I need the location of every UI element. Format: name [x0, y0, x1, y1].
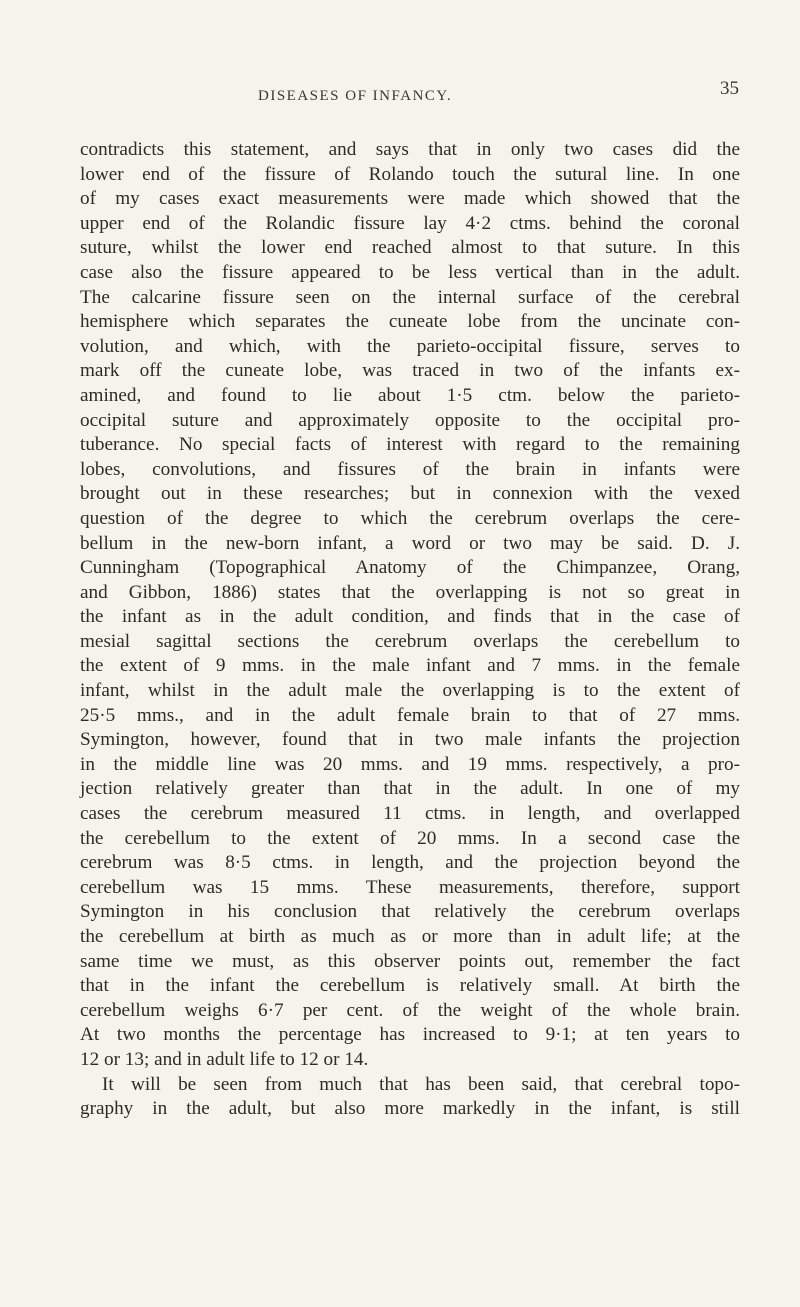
- text-line: the cerebellum at birth as much as or more than in adult life; at the: [80, 926, 740, 947]
- text-line: Symington in his conclusion that relatively the cerebrum overlaps: [80, 901, 740, 923]
- text-line: 25·5 mms., and in the adult female brain to that of 27 mms.: [80, 704, 740, 726]
- text-line: the extent of 9 mms. in the male infant and 7 mms. in the female: [80, 655, 740, 677]
- text-line: contradicts this statement, and says that in only two cases did the: [80, 139, 740, 160]
- text-line: At two months the percentage has increased to 9·1; at ten years to: [80, 1024, 740, 1046]
- text-line: the cerebellum to the extent of 20 mms. In a second case the: [80, 827, 740, 849]
- text-line: in the middle line was 20 mms. and 19 mms. respectively, a pro-: [80, 753, 740, 775]
- text-line: occipital suture and approximately opposite to the occipital pro-: [80, 409, 740, 431]
- text-line: lower end of the fissure of Rolando touch the sutural line. In one: [80, 163, 740, 185]
- text-line: cerebellum weighs 6·7 per cent. of the weight of the whole brain.: [80, 999, 740, 1021]
- text-line: same time we must, as this observer points out, remember the fact: [80, 950, 740, 972]
- text-line: 12 or 13; and in adult life to 12 or 14.: [80, 1048, 369, 1070]
- page-number: 35: [720, 78, 739, 99]
- text-line: infant, whilst in the adult male the overlapping is to the extent of: [80, 680, 740, 702]
- text-line: bellum in the new-born infant, a word or two may be said. D. J.: [80, 532, 740, 554]
- text-line: brought out in these researches; but in connexion with the vexed: [80, 483, 740, 505]
- text-line: volution, and which, with the parieto-occipital fissure, serves to: [80, 335, 740, 357]
- text-line: tuberance. No special facts of interest with regard to the remaining: [80, 434, 740, 456]
- text-line: cerebellum was 15 mms. These measurements, therefore, support: [80, 876, 740, 898]
- text-line: of my cases exact measurements were made which showed that the: [80, 188, 740, 210]
- text-line: jection relatively greater than that in the adult. In one of my: [80, 778, 740, 800]
- text-line: mesial sagittal sections the cerebrum overlaps the cerebellum to: [80, 630, 740, 652]
- text-line: mark off the cuneate lobe, was traced in two of the infants ex-: [80, 360, 740, 382]
- text-line: and Gibbon, 1886) states that the overlapping is not so great in: [80, 581, 740, 603]
- text-line: the infant as in the adult condition, and finds that in the case of: [80, 606, 740, 628]
- text-line: The calcarine fissure seen on the internal surface of the cerebral: [80, 286, 740, 308]
- text-line: hemisphere which separates the cuneate lobe from the uncinate con-: [80, 311, 740, 333]
- body-text: [80, 138, 740, 1122]
- running-head: DISEASES OF INFANCY.: [258, 88, 453, 104]
- text-line: graphy in the adult, but also more markedly in the infant, is still: [80, 1098, 740, 1120]
- text-line: that in the infant the cerebellum is relatively small. At birth the: [80, 975, 740, 997]
- text-line: It will be seen from much that has been said, that cerebral topo-: [102, 1073, 740, 1095]
- text-line: Symington, however, found that in two male infants the projection: [80, 729, 740, 751]
- text-line: cerebrum was 8·5 ctms. in length, and the projection beyond the: [80, 852, 740, 874]
- text-line: lobes, convolutions, and fissures of the brain in infants were: [80, 458, 740, 480]
- text-line: question of the degree to which the cerebrum overlaps the cere-: [80, 507, 740, 529]
- text-line: amined, and found to lie about 1·5 ctm. below the parieto-: [80, 384, 740, 406]
- text-line: upper end of the Rolandic fissure lay 4·2 ctms. behind the coronal: [80, 212, 740, 234]
- text-line: Cunningham (Topographical Anatomy of the Chimpanzee, Orang,: [80, 557, 740, 579]
- text-line: case also the fissure appeared to be less vertical than in the adult.: [80, 261, 740, 283]
- text-line: cases the cerebrum measured 11 ctms. in length, and overlapped: [80, 803, 740, 825]
- text-line: suture, whilst the lower end reached almost to that suture. In this: [80, 237, 740, 259]
